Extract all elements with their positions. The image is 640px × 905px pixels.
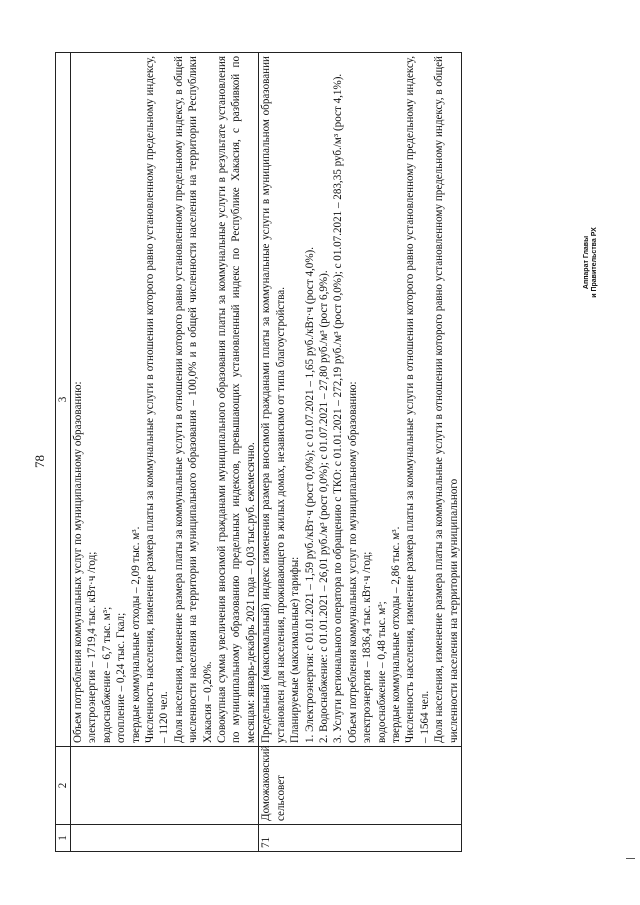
column-header-2: 2 xyxy=(56,747,71,825)
column-header-3: 3 xyxy=(56,53,71,747)
document-table xyxy=(55,52,462,852)
content-line: 2. Водоснабжение: с 01.01.2021 – 26,01 руб./м³ (рост 0,0%); с 01.07.2021 – 27,80 руб./м³ (рост 6,9%). xyxy=(317,270,330,743)
content-line: Доля населения, изменение размера платы за коммунальные услуги в отношении которого равно установленному предельному индексу, в общей численности населения на территории муниципального образования – 100,0% и в общей численности населения на территории Республики Хакасия – 0,20%. xyxy=(172,56,214,743)
content-line: Предельный (максимальный) индекс изменения размера вносимой гражданами платы за коммунальные услуги в муниципальном образовании установлен для населения, проживающего в жилых домах, независимо от типа благоустройства. xyxy=(260,56,287,743)
row-name-cell: Доможаковский сельсовет xyxy=(259,747,462,825)
content-line: электроэнергия – 1836,4 тыс. кВт·ч /год; xyxy=(361,551,374,743)
content-line: Доля населения, изменение размера платы за коммунальные услуги в отношении которого равно установленному предельному индексу, в общей численности населения на территории муниципального xyxy=(433,56,460,743)
scan-mark xyxy=(626,858,635,859)
content-line: электроэнергия – 1719,4 тыс. кВт·ч /год; xyxy=(86,551,99,743)
content-line: Объем потребления коммунальных услуг по муниципальному образованию: xyxy=(346,381,359,743)
table-row-71 xyxy=(259,53,462,852)
row-number-cell xyxy=(71,825,259,852)
content-line: Планируемые (максимальные) тарифы: xyxy=(289,556,302,743)
office-stamp xyxy=(583,220,599,305)
row-name-cell xyxy=(71,747,259,825)
table-header-row xyxy=(56,53,71,852)
content-line: 1. Электроэнергия: с 01.01.2021 – 1,59 руб./кВт·ч (рост 0,0%); с 01.07.2021 – 1,65 руб./кВт·ч (рост 4,0%). xyxy=(303,246,316,743)
content-line: 3. Услуги регионального оператора по обращению с ТКО: с 01.01.2021 – 272,19 руб./м³ (рост 0,0%); с 01.07.2021 – 283,35 руб./м³ (рост 4,1%). xyxy=(332,73,345,743)
row-number-cell: 71 xyxy=(259,825,462,852)
page-number: 78 xyxy=(32,455,47,468)
content-line: Совокупная сумма увеличения вносимой гражданами муниципального образования платы за коммунальные услуги в результате установления по муниципальному образованию предельных индексов, превышающих установленный индекс по Республике Хакасия, с разбивкой по месяцам: январь-декабрь 2021 года – 0,03 тыс.руб. ежемесячно. xyxy=(216,56,257,743)
row-content-cell xyxy=(259,53,462,747)
content-line: Численность населения, изменение размера платы за коммунальные услуги в отношении которого равно установленному предельному индексу, – 1120 чел. xyxy=(144,56,171,743)
column-header-1: 1 xyxy=(56,825,71,852)
row-content-cell xyxy=(71,53,259,747)
content-line: водоснабжение – 6,7 тыс. м³; xyxy=(100,606,113,743)
stamp-line: Аппарат Главы xyxy=(583,235,590,290)
content-line: Численность населения, изменение размера платы за коммунальные услуги в отношении которого равно установленному предельному индексу, – 1564 чел. xyxy=(404,56,431,743)
stamp-line: и Правительства РХ xyxy=(591,227,598,298)
table-row-continued xyxy=(71,53,259,852)
content-line: отопление – 0,24 тыс. Гкал; xyxy=(115,612,128,743)
content-line: водоснабжение – 0,48 тыс. м³; xyxy=(375,601,388,743)
content-line: твердые коммунальные отходы – 2,09 тыс. м³. xyxy=(129,526,142,743)
content-line: Объем потребления коммунальных услуг по муниципальному образованию: xyxy=(72,381,84,743)
content-line: твердые коммунальные отходы – 2,86 тыс. м³. xyxy=(389,526,402,743)
